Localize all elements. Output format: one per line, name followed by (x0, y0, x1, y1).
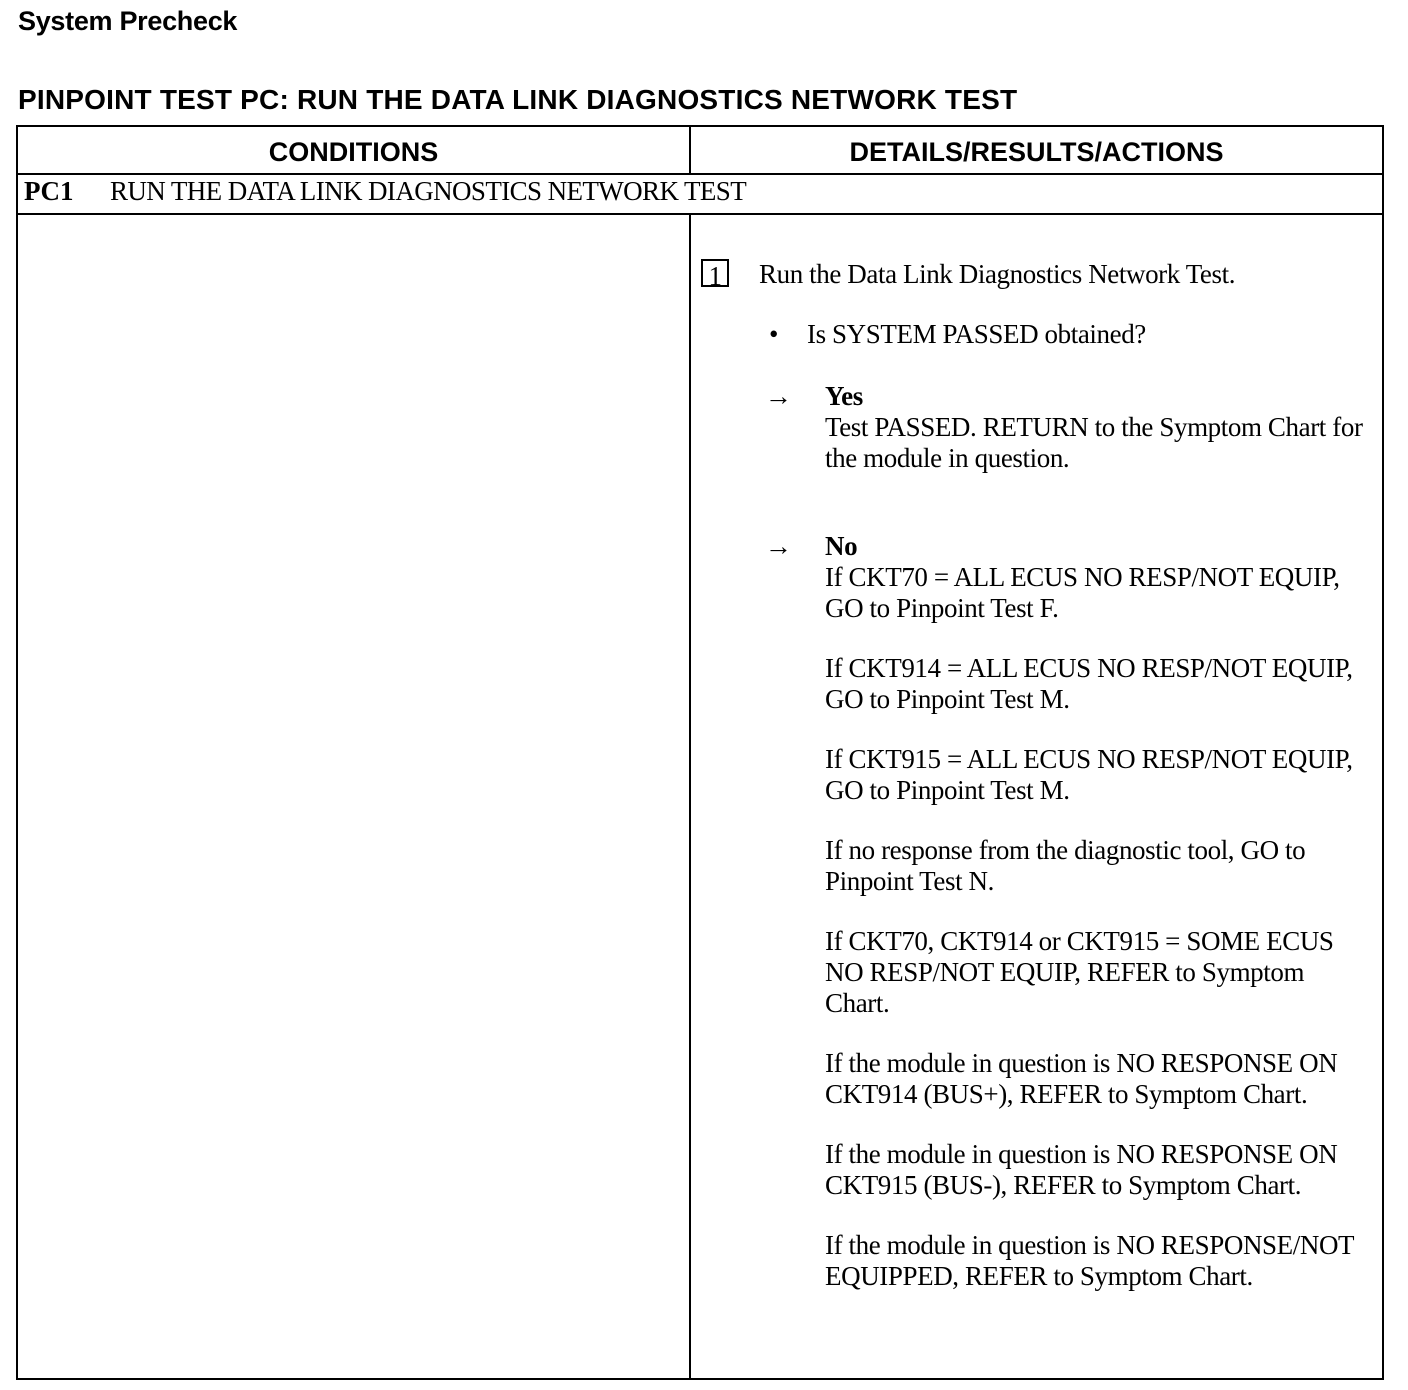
no-label: No (825, 531, 858, 561)
step-code: PC1 (24, 176, 74, 206)
no-action: If the module in question is NO RESPONSE/NOT EQUIPPED, REFER to Symptom Chart. (825, 1230, 1354, 1291)
step-number-box: 1 (701, 259, 729, 287)
pinpoint-test-title: PINPOINT TEST PC: RUN THE DATA LINK DIAGNOSTICS NETWORK TEST (18, 84, 1018, 115)
section-title: System Precheck (18, 6, 238, 36)
arrow-right-icon: → (765, 531, 792, 561)
no-result (825, 531, 1373, 1292)
no-action: If the module in question is NO RESPONSE ON CKT915 (BUS-), REFER to Symptom Chart. (825, 1139, 1338, 1200)
no-action: If CKT915 = ALL ECUS NO RESP/NOT EQUIP, GO to Pinpoint Test M. (825, 744, 1353, 805)
yes-label: Yes (825, 381, 863, 411)
bullet-icon: • (769, 319, 779, 349)
step-instruction: Run the Data Link Diagnostics Network Test. (759, 259, 1236, 289)
no-action: If CKT914 = ALL ECUS NO RESP/NOT EQUIP, GO to Pinpoint Test M. (825, 653, 1353, 714)
no-action: If CKT70, CKT914 or CKT915 = SOME ECUS NO RESP/NOT EQUIP, REFER to Symptom Chart. (825, 926, 1334, 1018)
arrow-right-icon: → (765, 381, 792, 411)
yes-result (825, 381, 1373, 474)
no-action: If the module in question is NO RESPONSE ON CKT914 (BUS+), REFER to Symptom Chart. (825, 1048, 1338, 1109)
no-action: If CKT70 = ALL ECUS NO RESP/NOT EQUIP, GO to Pinpoint Test F. (825, 562, 1340, 623)
step-row (18, 173, 1382, 215)
no-action: If no response from the diagnostic tool, GO to Pinpoint Test N. (825, 835, 1306, 896)
step-question: Is SYSTEM PASSED obtained? (807, 319, 1146, 349)
details-cell (691, 215, 1382, 1378)
table-header-row (18, 127, 1382, 175)
step-title: RUN THE DATA LINK DIAGNOSTICS NETWORK TEST (110, 176, 747, 206)
yes-text: Test PASSED. RETURN to the Symptom Chart for the module in question. (825, 412, 1363, 473)
conditions-header: CONDITIONS (268, 137, 439, 167)
pinpoint-test-table (16, 125, 1384, 1380)
column-divider (689, 127, 691, 173)
details-header: DETAILS/RESULTS/ACTIONS (849, 137, 1224, 167)
